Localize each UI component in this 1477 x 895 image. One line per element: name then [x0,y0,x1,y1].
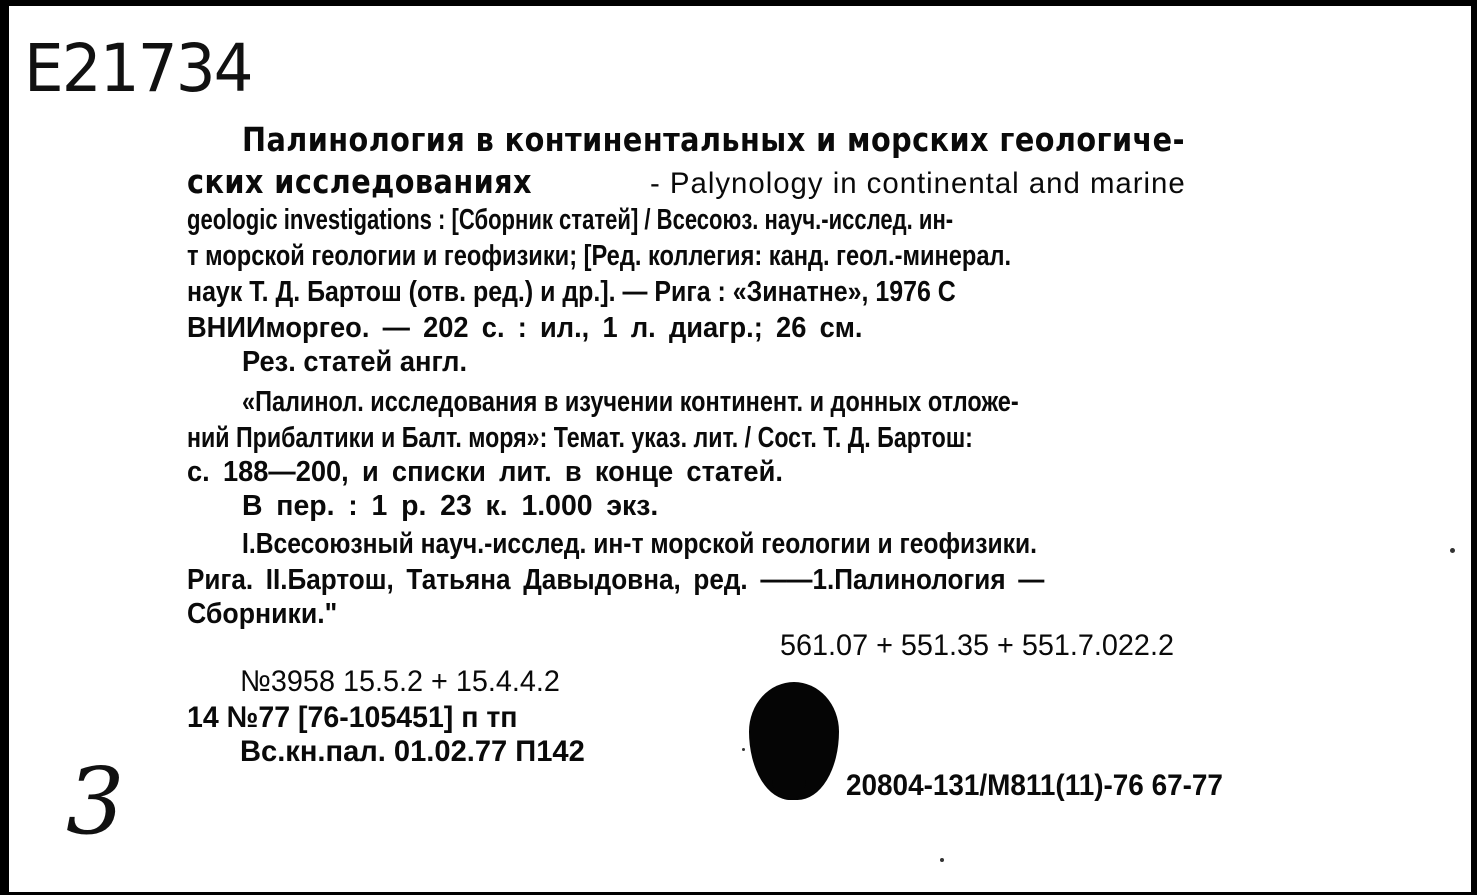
description-line: т морской геологии и геофизики; [Ред. коллегия: канд. геол.-минерал. [187,240,1012,272]
description-line: ВНИИморгео. — 202 с. : ил., 1 л. диагр.; 26 см. [187,312,863,344]
scan-speck [940,858,944,862]
bibliography-note: с. 188—200, и списки лит. в конце статей. [187,456,783,488]
tracing-line: Сборники." [187,598,338,630]
copy-number: 3 [66,748,123,855]
title-parallel: - Palynology in continental and marine [650,167,1186,200]
record-number: №3958 15.5.2 + 15.4.4.2 [240,665,560,698]
scan-border-top [0,0,1477,6]
tracing-line: Рига. II.Бартош, Татьяна Давыдовна, ред. ——1.Палинология — [187,564,1045,596]
title-line-1: Палинология в континентальных и морских геологиче- [242,120,1185,159]
price-line: В пер. : 1 р. 23 к. 1.000 экз. [242,490,659,522]
publisher-code: 20804-131/М811(11)-76 67-77 [846,769,1223,802]
description-line: наук Т. Д. Бартош (отв. ред.) и др.]. — Рига : «Зинатне», 1976 С [187,276,956,308]
summary-note: Рез. статей англ. [242,346,468,378]
scan-border-left [0,0,9,895]
scan-speck [1450,548,1455,553]
tracing-line: I.Всесоюзный науч.-исслед. ин-т морской геологии и геофизики. [242,528,1037,560]
bibliography-note: «Палинол. исследования в изучении континент. и донных отложе- [242,386,1019,418]
scan-border-right [1471,0,1477,895]
chamber-line: Вс.кн.пал. 01.02.77 П142 [240,735,585,768]
scan-speck [742,748,745,751]
order-line: 14 №77 [76-105451] п тп [187,701,518,734]
punch-hole-tail [772,760,806,800]
call-number: E21734 [24,30,252,107]
description-line: geologic investigations : [Сборник статей] / Всесоюз. науч.-исслед. ин- [187,204,954,236]
title-line-2: ских исследованиях [187,162,532,201]
bibliography-note: ний Прибалтики и Балт. моря»: Темат. указ. лит. / Сост. Т. Д. Бартош: [187,422,973,454]
udc-index: 561.07 + 551.35 + 551.7.022.2 [780,629,1174,662]
